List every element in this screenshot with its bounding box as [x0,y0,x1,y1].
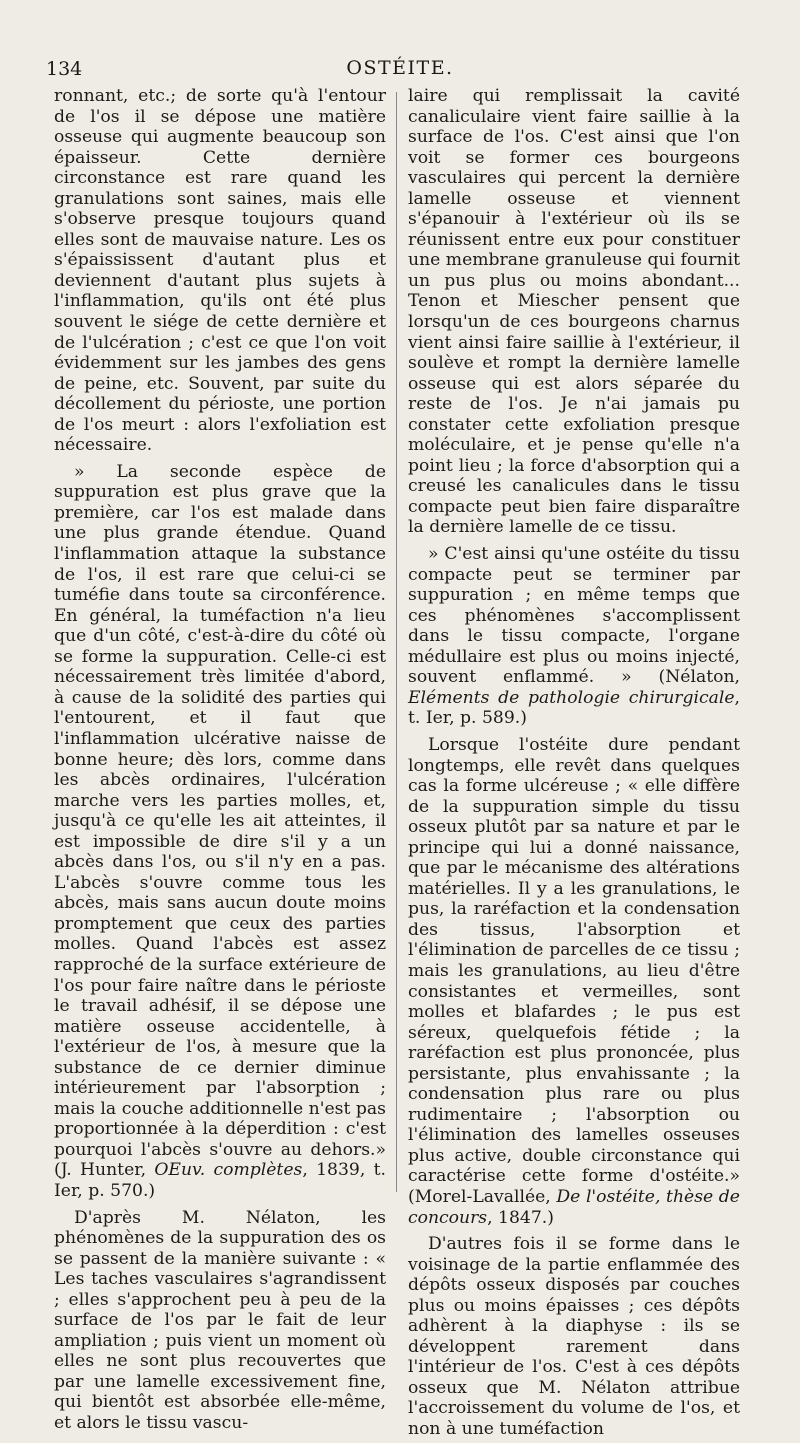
paragraph [54,86,386,456]
paragraph-text: » C'est ainsi qu'une ostéite du tissu compacte peut se terminer par suppuration ; en même temps que ces phénomènes s'accomplissent dans le tissu compacte, l'organe médullaire est plus ou moins injecté, souvent enflammé. » (Nélaton, [408,544,740,688]
left-column [54,86,386,1437]
paragraph [408,1234,740,1439]
running-title: OSTÉITE. [346,57,454,79]
citation-title: De l'ostéite, thèse de concours [408,1186,740,1228]
right-column [408,86,740,1443]
citation-title: Eléments de pathologie chirurgicale [408,687,735,708]
citation-tail: , 1847.) [487,1207,554,1228]
paragraph-text: ronnant, etc.; de sorte qu'à l'entour de l'os il se dépose une matière osseuse qui augmente beaucoup son épaisseur. Cette dernière circonstance est rare quand les granulations sont saines, mais elle s'observe presque toujours quand elles sont de mauvaise nature. Les os s'épaississent d'autant plus et deviennent d'autant plus sujets à l'inflammation, qu'ils ont été plus souvent le siége de cette dernière et de l'ulcération ; c'est ce que l'on voit évidemment sur les jambes des gens de peine, etc. Souvent, par suite du décollement du périoste, une portion de l'os meurt : alors l'exfoliation est nécessaire. [54,86,386,456]
paragraph [54,462,386,1202]
citation-title: OEuv. complètes [154,1160,303,1181]
citation-tail: , t. Ier, p. 589.) [408,687,740,729]
paragraph-text: Lorsque l'ostéite dure pendant longtemps, elle revêt dans quelques cas la forme ulcéreuse ; « elle diffère de la suppuration simple du tissu osseux plutôt par sa nature et par le principe qui lui a donné naissance, que par le mécanisme des altérations matérielles. Il y a les granulations, le pus, la raréfaction et la condensation des tissus, l'absorption et l'élimination de parcelles de ce tissu ; mais les granulations, au lieu d'être consistantes et vermeilles, sont molles et blafardes ; le pus est séreux, quelquefois fétide ; la raréfaction est plus prononcée, plus persistante, plus envahissante ; la condensation plus rare ou plus rudimentaire ; l'absorption ou l'élimination des lamelles osseuses plus active, double circonstance qui caractérise cette forme d'ostéite.» (Morel-Lavallée, [408,734,740,1207]
citation-tail: , 1839, t. Ier, p. 570.) [54,1160,386,1201]
paragraph-text: laire qui remplissait la cavité canaliculaire vient faire saillie à la surface de l'os. C'est ainsi que l'on voit se former ces bourgeons vasculaires qui percent la dernière lamelle osseuse et viennent s'épanouir à l'extérieur où ils se réunissent entre eux pour constituer une membrane granuleuse qui fournit un pus plus ou moins abondant... Tenon et Miescher pensent que lorsqu'un de ces bourgeons charnus vient ainsi faire saillie à l'extérieur, il soulève et rompt la dernière lamelle osseuse qui est alors séparée du reste de l'os. Je n'ai jamais pu constater cette exfoliation presque moléculaire, et je pense qu'elle n'a point lieu ; la force d'absorption qui a creusé les canalicules dans le tissu compacte peut bien faire disparaître la dernière lamelle de ce tissu. [408,86,741,538]
paragraph-text: D'autres fois il se forme dans le voisinage de la partie enflammée des dépôts osseux disposés par couches plus ou moins épaisses ; ces dépôts adhèrent à la diaphyse : ils se développent rarement dans l'intérieur de l'os. C'est à ces dépôts osseux que M. Nélaton attribue l'accroissement du volume de l'os, et non à une tuméfaction [408,1234,740,1439]
paragraph [54,1208,386,1434]
paragraph [408,544,740,729]
column-divider [396,92,397,1192]
paragraph [408,735,740,1228]
paragraph-text: » La seconde espèce de suppuration est plus grave que la première, car l'os est malade dans une plus grande étendue. Quand l'inflammation attaque la substance de l'os, il est rare que celui-ci se tuméfie dans toute sa circonférence. En général, la tuméfaction n'a lieu que d'un côté, c'est-à-dire du côté où se forme la suppuration. Celle-ci est nécessairement très limitée d'abord, à cause de la solidité des parties qui l'entourent, et il faut que l'inflammation ulcérative naisse de bonne heure; dès lors, comme dans les abcès ordinaires, l'ulcération marche vers les parties molles, et, jusqu'à ce qu'elle les ait atteintes, il est impossible de dire s'il y a un abcès dans l'os, ou s'il n'y en a pas. L'abcès s'ouvre comme tous les abcès, mais sans aucun doute moins promptement que ceux des parties molles. Quand l'abcès est assez rapproché de la surface extérieure de l'os pour faire naître dans le périoste le travail adhésif, il se dépose une matière osseuse accidentelle, à l'extérieur de l'os, à mesure que la substance de ce dernier diminue intérieurement par l'absorption ; mais la couche additionnelle n'est pas proportionnée à la déperdition : c'est pourquoi l'abcès s'ouvre au dehors.» (J. Hunter, [54,461,386,1181]
paragraph [408,86,740,538]
paragraph-text: D'après M. Nélaton, les phénomènes de la suppuration des os se passent de la manière suivante : « Les taches vasculaires s'agrandissent ; elles s'approchent peu à peu de la surface de l'os par le fait de leur ampliation ; puis vient un moment où elles ne sont plus recouvertes que par une lamelle excessivement fine, qui bientôt est absorbée elle-même, et alors le tissu vascu- [54,1207,386,1433]
page-number: 134 [46,58,83,80]
